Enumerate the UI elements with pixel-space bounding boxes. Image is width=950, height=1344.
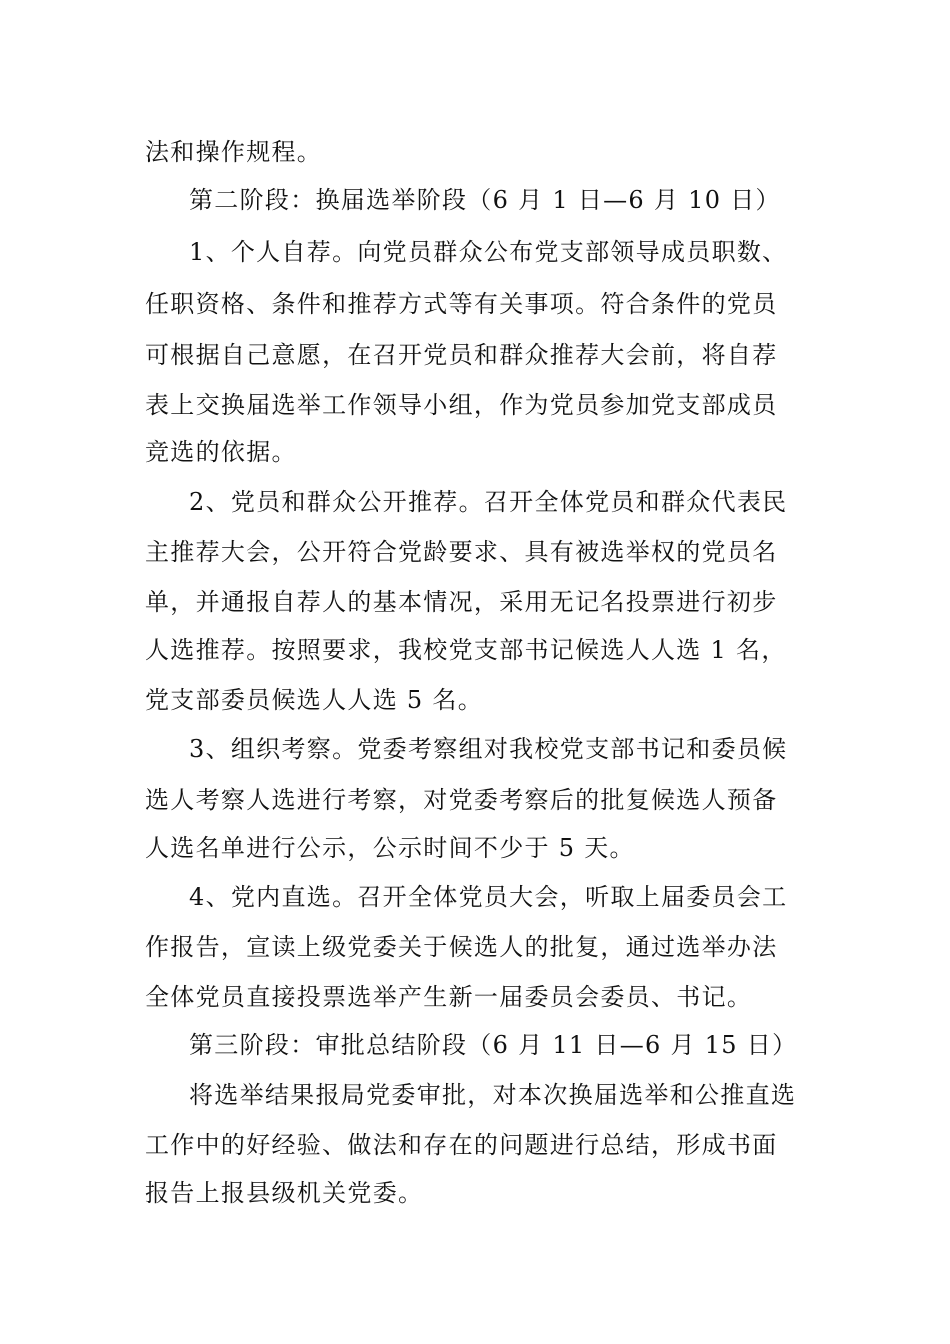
stage-heading: 第三阶段：审批总结阶段（6 月 11 日—6 月 15 日） [189, 1031, 798, 1059]
text-line: 主推荐大会，公开符合党龄要求、具有被选举权的党员名 [145, 538, 778, 566]
text-line: 法和操作规程。 [145, 138, 323, 166]
text-line: 工作中的好经验、做法和存在的问题进行总结，形成书面 [145, 1131, 778, 1159]
text-line: 表上交换届选举工作领导小组，作为党员参加党支部成员 [145, 391, 778, 419]
text-line: 任职资格、条件和推荐方式等有关事项。符合条件的党员 [145, 290, 778, 318]
text-line: 单，并通报自荐人的基本情况，采用无记名投票进行初步 [145, 588, 778, 616]
text-line: 选人考察人选进行考察，对党委考察后的批复候选人预备 [145, 786, 778, 814]
text-line: 报告上报县级机关党委。 [145, 1179, 424, 1207]
text-line: 党支部委员候选人人选 5 名。 [145, 686, 484, 714]
text-line: 3、组织考察。党委考察组对我校党支部书记和委员候 [189, 735, 788, 763]
text-line: 全体党员直接投票选举产生新一届委员会委员、书记。 [145, 983, 753, 1011]
text-line: 竞选的依据。 [145, 438, 297, 466]
text-line: 可根据自己意愿，在召开党员和群众推荐大会前，将自荐 [145, 341, 778, 369]
text-line: 1、个人自荐。向党员群众公布党支部领导成员职数、 [189, 238, 788, 266]
text-line: 作报告，宣读上级党委关于候选人的批复，通过选举办法 [145, 933, 778, 961]
text-line: 2、党员和群众公开推荐。召开全体党员和群众代表民 [189, 488, 788, 516]
text-line: 人选推荐。按照要求，我校党支部书记候选人人选 1 名， [145, 636, 787, 664]
text-line: 人选名单进行公示，公示时间不少于 5 天。 [145, 834, 635, 862]
stage-heading: 第二阶段：换届选举阶段（6 月 1 日—6 月 10 日） [189, 186, 781, 214]
text-line: 将选举结果报局党委审批，对本次换届选举和公推直选 [189, 1081, 797, 1109]
text-line: 4、党内直选。召开全体党员大会，听取上届委员会工 [189, 883, 788, 911]
